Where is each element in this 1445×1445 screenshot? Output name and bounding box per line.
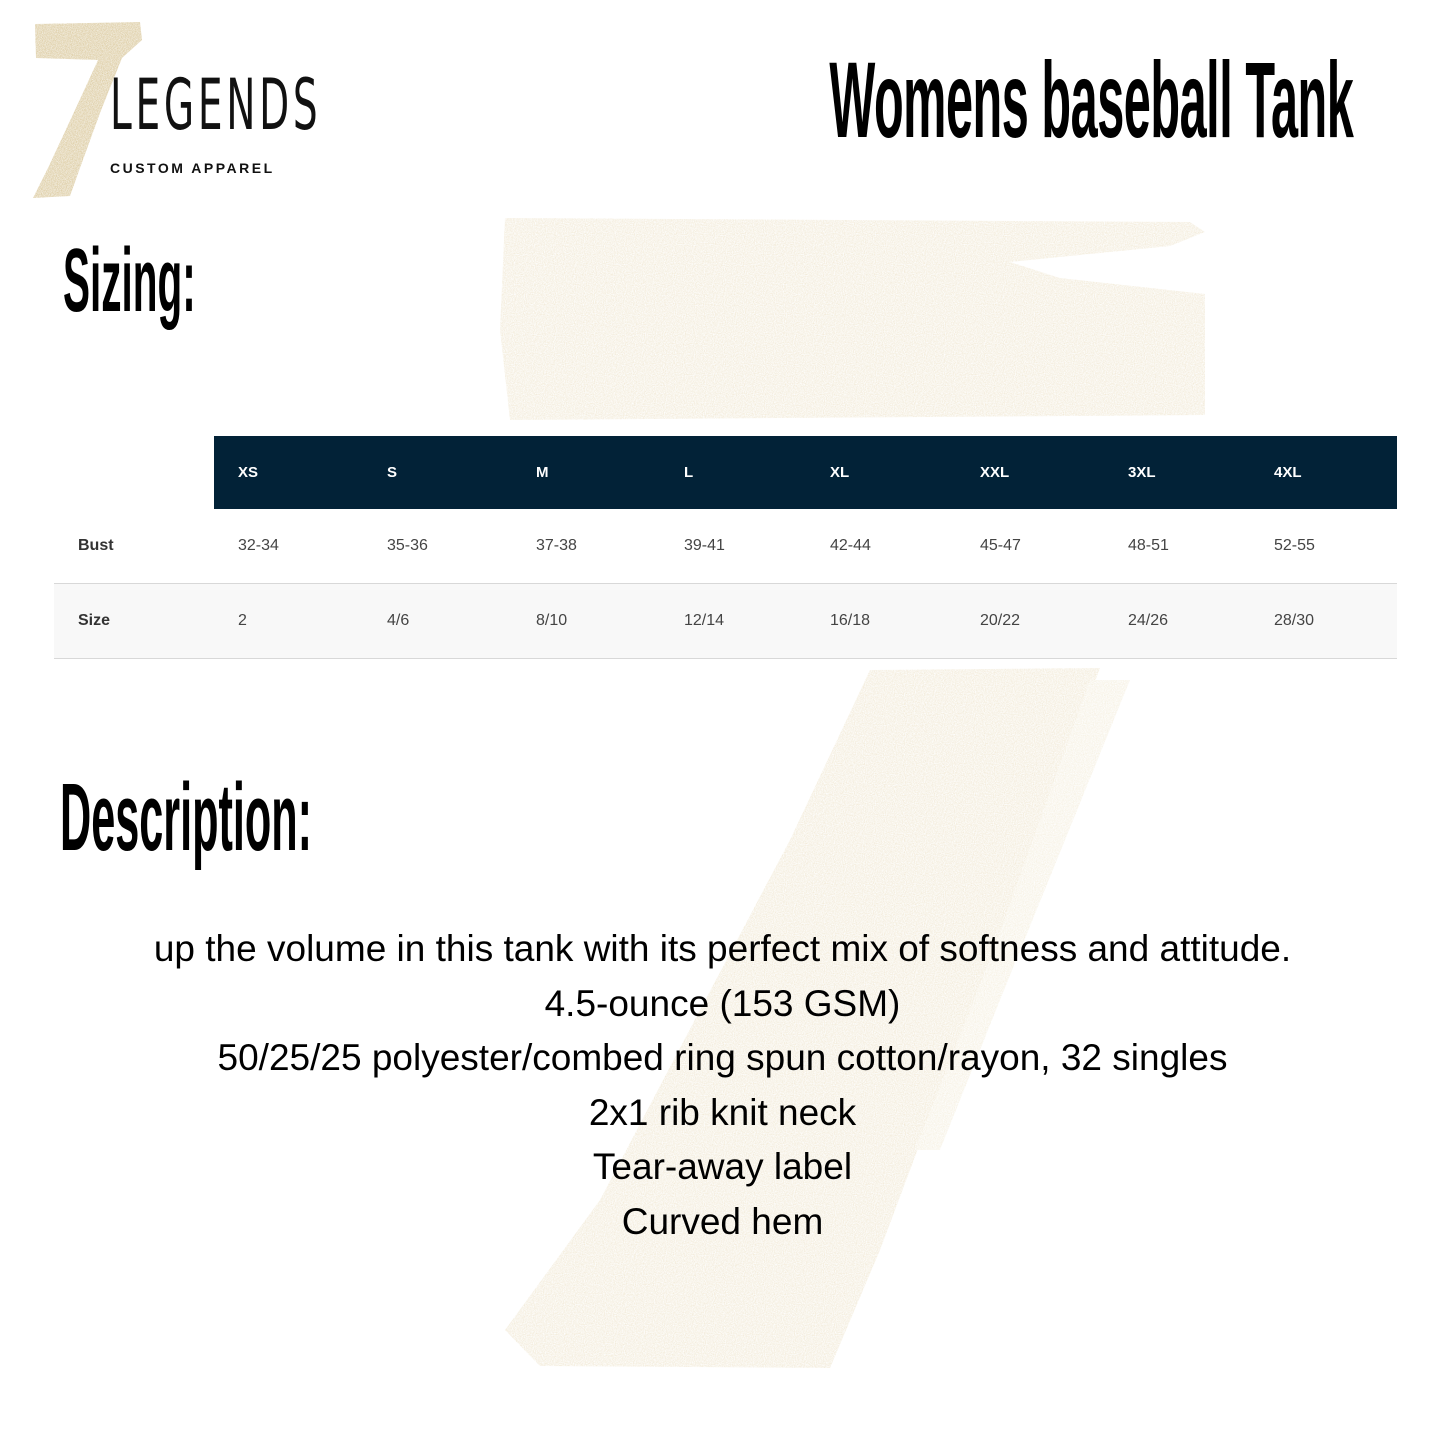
size-header-3xl: 3XL bbox=[1104, 436, 1250, 509]
table-row-bust bbox=[54, 509, 1397, 584]
brand-name: LEGENDS bbox=[110, 64, 322, 146]
size-cell: 16/18 bbox=[806, 584, 956, 659]
row-label-bust: Bust bbox=[54, 509, 214, 584]
table-corner-cell bbox=[54, 436, 214, 509]
bust-cell: 52-55 bbox=[1250, 509, 1397, 584]
brand-tagline: CUSTOM APPAREL bbox=[110, 160, 275, 176]
bust-cell: 35-36 bbox=[363, 509, 512, 584]
size-header-row bbox=[54, 436, 1397, 509]
size-cell: 12/14 bbox=[660, 584, 806, 659]
watermark-top-stroke bbox=[500, 218, 1205, 420]
size-cell: 4/6 bbox=[363, 584, 512, 659]
size-header-xxl: XXL bbox=[956, 436, 1104, 509]
page-title: Womens baseball Tank bbox=[829, 39, 1353, 160]
bust-cell: 39-41 bbox=[660, 509, 806, 584]
size-header-xl: XL bbox=[806, 436, 956, 509]
description-line: Tear-away label bbox=[592, 1146, 853, 1187]
size-cell: 28/30 bbox=[1250, 584, 1397, 659]
description-line: up the volume in this tank with its perfect mix of softness and attitude. bbox=[153, 928, 1292, 969]
bust-cell: 45-47 bbox=[956, 509, 1104, 584]
description-line: Curved hem bbox=[621, 1200, 824, 1242]
size-header-m: M bbox=[512, 436, 660, 509]
table-row-size bbox=[54, 584, 1397, 659]
size-cell: 24/26 bbox=[1104, 584, 1250, 659]
bust-cell: 42-44 bbox=[806, 509, 956, 584]
bust-cell: 37-38 bbox=[512, 509, 660, 584]
description-line: 2x1 rib knit neck bbox=[588, 1091, 857, 1133]
size-header-xs: XS bbox=[214, 436, 363, 509]
size-header-4xl: 4XL bbox=[1250, 436, 1397, 509]
description-heading: Description: bbox=[60, 764, 313, 871]
size-cell: 20/22 bbox=[956, 584, 1104, 659]
description-body bbox=[40, 922, 1405, 1249]
sizing-heading: Sizing: bbox=[63, 231, 196, 331]
bust-cell: 32-34 bbox=[214, 509, 363, 584]
brand-logo bbox=[30, 18, 322, 203]
size-header-l: L bbox=[660, 436, 806, 509]
description-line: 50/25/25 polyester/combed ring spun cotton/rayon, 32 singles bbox=[217, 1037, 1228, 1078]
size-cell: 2 bbox=[214, 584, 363, 659]
size-cell: 8/10 bbox=[512, 584, 660, 659]
row-label-size: Size bbox=[54, 584, 214, 659]
size-chart-table bbox=[54, 436, 1397, 659]
description-line: 4.5-ounce (153 GSM) bbox=[544, 982, 901, 1024]
bust-cell: 48-51 bbox=[1104, 509, 1250, 584]
size-header-s: S bbox=[363, 436, 512, 509]
